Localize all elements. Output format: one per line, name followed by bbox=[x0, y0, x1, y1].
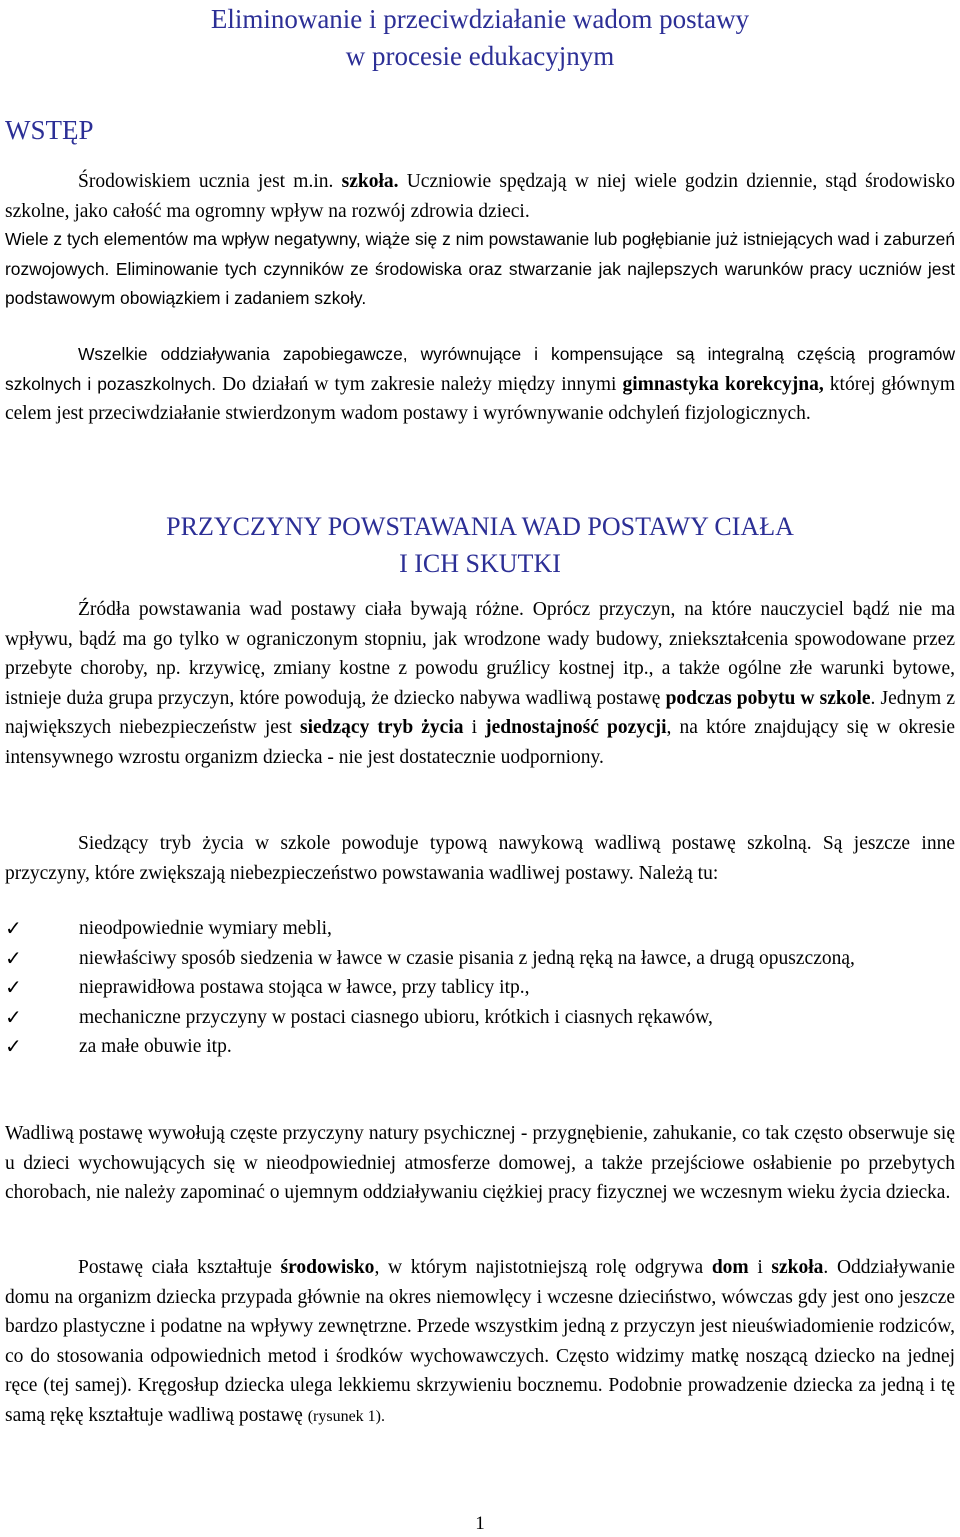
intro-p3-bold: gimnastyka korekcyjna, bbox=[622, 373, 824, 395]
intro-p3-text-a: Wszelkie oddziaływania zapobiegawcze, wyrównujące i kompensujące są integralną częścią programów szkolnych i pozaszkolnych. bbox=[5, 344, 955, 394]
page-number: 1 bbox=[475, 1513, 485, 1534]
section-heading bbox=[0, 508, 960, 582]
intro-paragraph-1 bbox=[5, 167, 955, 226]
checkmark-icon: ✓ bbox=[5, 1004, 22, 1029]
list-item-text: mechaniczne przyczyny w postaci ciasnego ubioru, krótkich i ciasnych rękawów, bbox=[79, 1006, 713, 1028]
intro-p1-text-c: Uczniowie spędzają w niej wiele godzin dziennie, stąd środowisko szkolne, jako całość ma ogromny wpływ na rozwój zdrowia dzieci. bbox=[5, 171, 955, 222]
section-paragraph-2 bbox=[5, 829, 955, 888]
list-item bbox=[5, 914, 955, 944]
document-title bbox=[0, 1, 960, 75]
section-paragraph-4 bbox=[5, 1253, 955, 1432]
list-item-text: nieodpowiednie wymiary mebli, bbox=[79, 918, 332, 939]
list-item bbox=[5, 944, 955, 974]
section-p4-bold-d: dom bbox=[711, 1257, 749, 1278]
section-p4-text-e: i bbox=[748, 1257, 772, 1278]
title-line-1: Eliminowanie i przeciwdziałanie wadom postawy bbox=[210, 4, 750, 34]
section-p1-text-c: . Jednym z największych niebezpieczeństw jest bbox=[5, 687, 955, 739]
intro-paragraph-3 bbox=[5, 340, 955, 429]
section-p1-bold-d: siedzący tryb życia bbox=[300, 717, 464, 739]
section-p1-bold-b: podczas pobytu w szkole bbox=[665, 687, 871, 709]
section-p4-bold-f: szkoła bbox=[771, 1257, 824, 1278]
checkmark-icon: ✓ bbox=[5, 975, 22, 1000]
section-p4-bold-b: środowisko bbox=[280, 1257, 375, 1278]
intro-p1-bold: szkoła. bbox=[341, 171, 399, 192]
intro-p1-text-a: Środowiskiem ucznia jest m.in. bbox=[78, 171, 342, 192]
section-heading-line-2: I ICH SKUTKI bbox=[399, 549, 561, 578]
section-p4-text-g: . Oddziaływanie domu na organizm dziecka przypada głównie na okres niemowlęcy i wczesne dzieciństwo, wówczas gdy jest ono jeszcze bardzo plastyczne i podatne na wpływy zewnętrzne. Przede wszystkim jedną z przyczyn jest nieuświadomienie rodziców, co do stosowania odpowiednich metod i środków wychowawczych. Często widzimy matkę noszącą dziecko na jednej ręce (tej samej). Kręgosłup dziecka ulega lekkiemu skrzywieniu bocznemu. Podobnie prowadzenie dziecka za jedną i tę samą rękę kształtuje wadliwą postawę bbox=[5, 1257, 955, 1426]
intro-p2-text-a: Wiele z tych elementów ma wpływ negatywny, wiąże się z nim powstawanie lub pogłębianie już istniejących wad i zaburzeń rozwojowych. bbox=[5, 229, 955, 279]
title-line-2: w procesie edukacyjnym bbox=[345, 41, 615, 71]
causes-checklist bbox=[5, 914, 955, 1062]
section-p3-text: Wadliwą postawę wywołują częste przyczyny natury psychicznej - przygnębienie, zahukanie, co tak często obserwuje się u dzieci wychowujących się w nieodpowiedniej atmosferze domowej, a także przejściowe osłabienie po przebytych chorobach, nie należy zapominać o ujemnym oddziaływaniu ciężkiej pracy fizycznej we wczesnym wieku życia dziecka. bbox=[5, 1123, 955, 1204]
section-p4-text-a: Postawę ciała kształtuje bbox=[78, 1257, 281, 1278]
list-item bbox=[5, 973, 955, 1003]
section-heading-line-1: PRZYCZYNY POWSTAWANIA WAD POSTAWY CIAŁA bbox=[166, 512, 794, 541]
figure-reference: (rysunek 1). bbox=[307, 1407, 385, 1425]
intro-paragraph-2 bbox=[5, 225, 955, 314]
intro-p3-text-d: której głównym celem jest przeciwdziałanie stwierdzonym wadom postawy i wyrównywanie odchyleń fizjologicznych. bbox=[5, 373, 955, 425]
checkmark-icon: ✓ bbox=[5, 916, 22, 940]
section-p1-text-e: i bbox=[463, 717, 486, 739]
section-paragraph-1 bbox=[5, 595, 955, 773]
list-item-text: nieprawidłowa postawa stojąca w ławce, przy tablicy itp., bbox=[79, 977, 530, 999]
list-item bbox=[5, 1003, 955, 1033]
intro-p3-text-b: Do działań w tym zakresie należy między innymi bbox=[216, 373, 623, 395]
section-p1-text-g: , na które znajdujący się w okresie intensywnego wzrostu organizm dziecka - nie jest dostatecznie uodporniony. bbox=[5, 717, 955, 768]
checkmark-icon: ✓ bbox=[5, 1034, 22, 1059]
section-paragraph-3 bbox=[5, 1119, 955, 1208]
section-p4-text-c: , w którym najistotniejszą rolę odgrywa bbox=[374, 1257, 712, 1278]
intro-heading: WSTĘP bbox=[5, 115, 94, 145]
list-item-text: niewłaściwy sposób siedzenia w ławce w czasie pisania z jedną ręką na ławce, a drugą opuszczoną, bbox=[79, 947, 855, 969]
list-item bbox=[5, 1032, 955, 1062]
checkmark-icon: ✓ bbox=[5, 945, 22, 970]
section-p1-bold-f: jednostajność pozycji bbox=[485, 717, 667, 739]
section-p2-text: Siedzący tryb życia w szkole powoduje typową nawykową wadliwą postawę szkolną. Są jeszcze inne przyczyny, które zwiększają niebezpieczeństwo powstawania wadliwej postawy. Należą tu: bbox=[5, 833, 955, 884]
section-p1-text-a: Źródła powstawania wad postawy ciała bywają różne. Oprócz przyczyn, na które nauczyciel bądź nie ma wpływu, bądź ma go tylko w ograniczonym stopniu, jak wrodzone wady budowy, zniekształcenia spowodowane przez przebyte choroby, np. krzywicę, zmiany kostne z powodu gruźlicy kostnej itp., a także ogólne złe warunki bytowe, istnieje duża grupa przyczyn, które powodują, że dziecko nabywa wadliwą postawę bbox=[5, 599, 955, 709]
intro-p2-text-b: Eliminowanie tych czynników ze środowiska oraz stwarzanie jak najlepszych warunków pracy uczniów jest podstawowym obowiązkiem i zadaniem szkoły. bbox=[5, 258, 955, 309]
list-item-text: za małe obuwie itp. bbox=[79, 1036, 232, 1058]
